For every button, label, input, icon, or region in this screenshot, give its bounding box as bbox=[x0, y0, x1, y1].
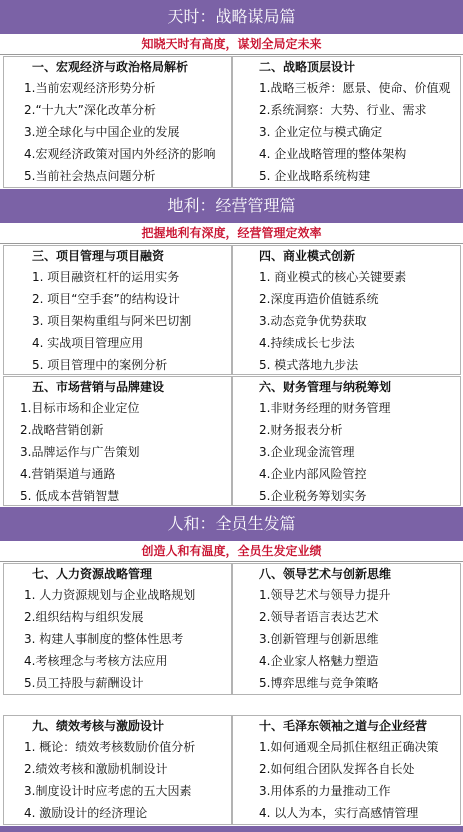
module-card-6 bbox=[232, 376, 461, 506]
module-item: 1. 项目融资杠杆的运用实务 bbox=[32, 270, 180, 284]
module-item: 3.制度设计时应考虑的五大因素 bbox=[24, 784, 192, 798]
module-item: 4.营销渠道与通路 bbox=[20, 467, 116, 481]
module-card-5 bbox=[3, 376, 232, 506]
module-item: 3. 构建人事制度的整体性思考 bbox=[24, 632, 184, 646]
module-item: 5. 模式落地九步法 bbox=[259, 358, 359, 372]
section-subtitle-renhe: 创造人和有温度，全员生发定业绩 bbox=[0, 541, 463, 562]
section-banner-tianshi: 天时：战略谋局篇 bbox=[0, 0, 463, 34]
module-item: 1. 概论：绩效考核数励价值分析 bbox=[24, 740, 196, 754]
module-item: 4. 激励设计的经济理论 bbox=[24, 806, 148, 820]
module-item: 5.企业税务筹划实务 bbox=[259, 489, 367, 503]
module-item: 1.非财务经理的财务管理 bbox=[259, 401, 391, 415]
module-title: 一、宏观经济与政治格局解析 bbox=[32, 60, 189, 74]
module-title: 二、战略顶层设计 bbox=[259, 60, 356, 74]
module-item: 5. 项目管理中的案例分析 bbox=[32, 358, 168, 372]
module-title: 九、绩效考核与激励设计 bbox=[32, 719, 165, 733]
module-item: 5. 企业战略系统构建 bbox=[259, 169, 371, 183]
module-item: 3. 企业定位与模式确定 bbox=[259, 125, 383, 139]
module-item: 4.考核理念与考核方法应用 bbox=[24, 654, 168, 668]
module-item: 2.组织结构与组织发展 bbox=[24, 610, 144, 624]
module-item: 2.领导者语言表达艺术 bbox=[259, 610, 379, 624]
module-card-3 bbox=[3, 245, 232, 375]
module-item: 1.当前宏观经济形势分析 bbox=[24, 81, 156, 95]
module-item: 4.宏观经济政策对国内外经济的影响 bbox=[24, 147, 216, 161]
module-item: 3.创新管理与创新思维 bbox=[259, 632, 379, 646]
module-item: 3.品牌运作与广告策划 bbox=[20, 445, 140, 459]
module-item: 4. 企业战略管理的整体架构 bbox=[259, 147, 407, 161]
module-title: 四、商业模式创新 bbox=[259, 249, 356, 263]
module-item: 2.财务报表分析 bbox=[259, 423, 343, 437]
module-item: 2.绩效考核和激励机制设计 bbox=[24, 762, 168, 776]
module-item: 3.逆全球化与中国企业的发展 bbox=[24, 125, 180, 139]
module-item: 5.当前社会热点问题分析 bbox=[24, 169, 156, 183]
module-item: 2.战略营销创新 bbox=[20, 423, 104, 437]
module-item: 2. 项目“空手套”的结构设计 bbox=[32, 292, 180, 306]
module-card-9 bbox=[3, 715, 232, 825]
spacer bbox=[0, 695, 463, 715]
module-item: 4.持续成长七步法 bbox=[259, 336, 355, 350]
module-card-1 bbox=[3, 56, 232, 188]
section-subtitle-dili: 把握地利有深度，经营管理定效率 bbox=[0, 223, 463, 244]
module-card-4 bbox=[232, 245, 461, 375]
module-item: 1.目标市场和企业定位 bbox=[20, 401, 140, 415]
module-title: 五、市场营销与品牌建设 bbox=[32, 380, 165, 394]
module-item: 4. 实战项目管理应用 bbox=[32, 336, 144, 350]
module-item: 3.用体系的力量推动工作 bbox=[259, 784, 391, 798]
module-item: 5. 低成本营销智慧 bbox=[20, 489, 120, 503]
module-item: 3.企业现金流管理 bbox=[259, 445, 355, 459]
bottom-banner-strip bbox=[0, 826, 463, 832]
module-title: 十、毛泽东领袖之道与企业经营 bbox=[259, 719, 428, 733]
module-title: 三、项目管理与项目融资 bbox=[32, 249, 165, 263]
module-card-7 bbox=[3, 563, 232, 695]
module-title: 八、领导艺术与创新思维 bbox=[259, 567, 392, 581]
module-item: 5.博弈思维与竞争策略 bbox=[259, 676, 379, 690]
module-card-2 bbox=[232, 56, 461, 188]
module-item: 1.领导艺术与领导力提升 bbox=[259, 588, 391, 602]
module-item: 1.如何通观全局抓住枢纽正确决策 bbox=[259, 740, 439, 754]
module-item: 1.战略三板斧：愿景、使命、价值观 bbox=[259, 81, 451, 95]
section-subtitle-tianshi: 知晓天时有高度，谋划全局定未来 bbox=[0, 34, 463, 55]
module-item: 2.系统洞察：大势、行业、需求 bbox=[259, 103, 427, 117]
module-card-8 bbox=[232, 563, 461, 695]
section-banner-dili: 地利：经营管理篇 bbox=[0, 189, 463, 223]
module-item: 1. 商业模式的核心关键要素 bbox=[259, 270, 407, 284]
module-item: 4.企业家人格魅力塑造 bbox=[259, 654, 379, 668]
module-item: 4. 以人为本，实行高感情管理 bbox=[259, 806, 419, 820]
module-card-10 bbox=[232, 715, 461, 825]
module-item: 5.员工持股与薪酬设计 bbox=[24, 676, 144, 690]
section-banner-renhe: 人和：全员生发篇 bbox=[0, 507, 463, 541]
module-title: 七、人力资源战略管理 bbox=[32, 567, 153, 581]
module-item: 2.深度再造价值链系统 bbox=[259, 292, 379, 306]
module-item: 3. 项目架构重组与阿米巴切割 bbox=[32, 314, 192, 328]
module-title: 六、财务管理与纳税筹划 bbox=[259, 380, 392, 394]
module-item: 1. 人力资源规划与企业战略规划 bbox=[24, 588, 196, 602]
module-item: 4.企业内部风险管控 bbox=[259, 467, 367, 481]
module-item: 2.如何组合团队发挥各自长处 bbox=[259, 762, 415, 776]
module-item: 2.“十九大”深化改革分析 bbox=[24, 103, 156, 117]
module-item: 3.动态竞争优势获取 bbox=[259, 314, 367, 328]
